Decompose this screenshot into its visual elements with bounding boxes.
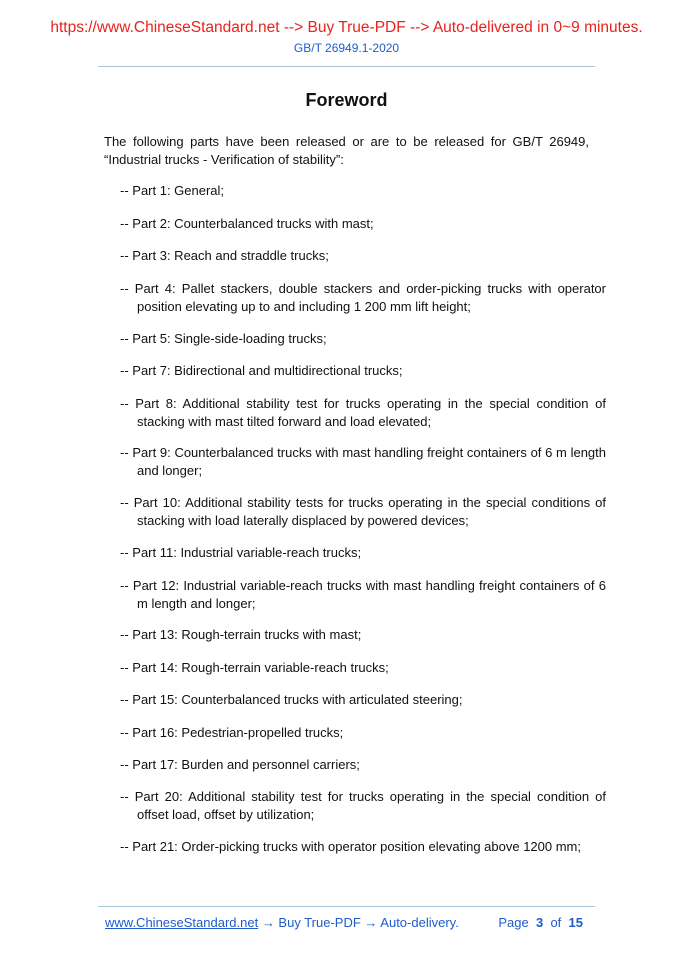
footer-site-link[interactable]: www.ChineseStandard.net: [105, 915, 259, 930]
page-total: 15: [568, 915, 583, 930]
footer-divider: [98, 906, 595, 907]
document-code: GB/T 26949.1-2020: [293, 41, 400, 55]
list-item-part-10: -- Part 10: Additional stability tests for trucks operating in the special conditions of stacking with load laterally displaced by powered devices;: [120, 495, 606, 528]
list-item-part-9: -- Part 9: Counterbalanced trucks with mast handling freight containers of 6 m length and longer;: [120, 445, 606, 478]
footer-link-text[interactable]: → Buy True-PDF → Auto-delivery.: [258, 915, 459, 930]
list-item-part-16: -- Part 16: Pedestrian-propelled trucks;: [120, 725, 344, 740]
header-divider: [98, 66, 595, 67]
list-item-part-20: -- Part 20: Additional stability test for trucks operating in the special condition of offset load, offset by utilization;: [120, 789, 606, 822]
list-item-part-14: -- Part 14: Rough-terrain variable-reach trucks;: [120, 660, 389, 675]
list-item-part-21: -- Part 21: Order-picking trucks with operator position elevating above 1200 mm;: [120, 839, 581, 854]
list-item-part-12: -- Part 12: Industrial variable-reach trucks with mast handling freight containers of 6 m length and longer;: [120, 578, 606, 611]
intro-paragraph: The following parts have been released or are to be released for GB/T 26949, “Industrial trucks - Verification of stability”:: [104, 134, 589, 167]
list-item-part-4: -- Part 4: Pallet stackers, double stackers and order-picking trucks with operator position elevating up to and including 1 200 mm lift height;: [120, 281, 606, 314]
page-current: 3: [535, 915, 544, 930]
list-item-part-3: -- Part 3: Reach and straddle trucks;: [120, 248, 329, 263]
list-item-part-8: -- Part 8: Additional stability test for trucks operating in the special condition of stacking with mast tilted forward and load elevated;: [120, 396, 606, 429]
list-item-part-17: -- Part 17: Burden and personnel carriers;: [120, 757, 360, 772]
page-title: Foreword: [305, 90, 388, 110]
page-number: [498, 915, 583, 930]
list-item-part-5: -- Part 5: Single-side-loading trucks;: [120, 331, 327, 346]
page-of: of: [550, 915, 562, 930]
list-item-part-13: -- Part 13: Rough-terrain trucks with mast;: [120, 627, 362, 642]
list-item-part-15: -- Part 15: Counterbalanced trucks with articulated steering;: [120, 692, 463, 707]
footer-link[interactable]: [105, 915, 459, 930]
top-banner[interactable]: https://www.ChineseStandard.net --> Buy True-PDF --> Auto-delivered in 0~9 minutes.: [50, 19, 643, 36]
list-item-part-11: -- Part 11: Industrial variable-reach trucks;: [120, 545, 362, 560]
page-label: Page: [498, 915, 529, 930]
list-item-part-2: -- Part 2: Counterbalanced trucks with mast;: [120, 216, 374, 231]
list-item-part-7: -- Part 7: Bidirectional and multidirectional trucks;: [120, 363, 403, 378]
list-item-part-1: -- Part 1: General;: [120, 183, 225, 198]
